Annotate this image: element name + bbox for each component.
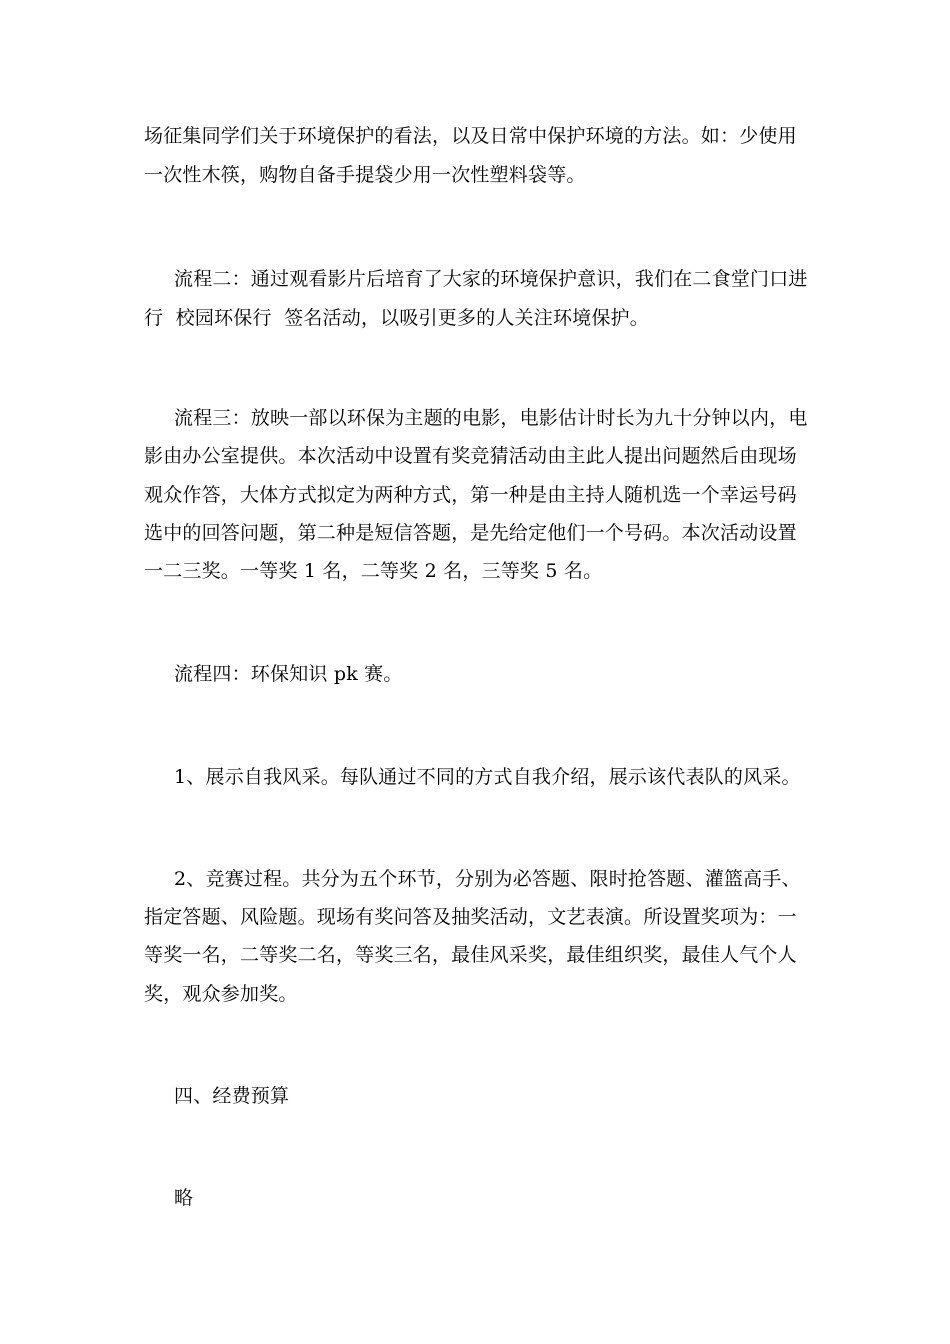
paragraph-line: 影由办公室提供。本次活动中设置有奖竞猜活动由主此人提出问题然后由现场 <box>144 445 797 467</box>
paragraph-line: 场征集同学们关于环境保护的看法，以及日常中保护环境的方法。如：少使用 <box>144 125 797 147</box>
list-item: 2、竞赛过程。共分为五个环节，分别为必答题、限时抢答题、灌篮高手、 <box>174 868 801 890</box>
paragraph-line: 奖，观众参加奖。 <box>144 983 298 1005</box>
paragraph-line: 略 <box>174 1187 194 1209</box>
paragraph-line: 观众作答，大体方式拟定为两种方式，第一种是由主持人随机选一个幸运号码 <box>144 484 797 506</box>
paragraph-line: 等奖一名，二等奖二名，等奖三名，最佳风采奖，最佳组织奖，最佳人气个人 <box>144 944 797 966</box>
paragraph-line: 一次性木筷，购物自备手提袋少用一次性塑料袋等。 <box>144 164 586 186</box>
paragraph-line: 流程二：通过观看影片后培育了大家的环境保护意识，我们在二食堂门口进 <box>174 268 808 290</box>
section-heading: 流程四：环保知识 pk 赛。 <box>174 663 403 685</box>
list-item: 1、展示自我风采。每队通过不同的方式自我介绍，展示该代表队的风采。 <box>174 766 801 788</box>
paragraph-line: 流程三：放映一部以环保为主题的电影，电影估计时长为九十分钟以内，电 <box>174 407 808 429</box>
paragraph-line: 选中的回答问题，第二种是短信答题，是先给定他们一个号码。本次活动设置 <box>144 522 797 544</box>
section-heading: 四、经费预算 <box>174 1085 290 1107</box>
paragraph-line: 指定答题、风险题。现场有奖问答及抽奖活动，文艺表演。所设置奖项为：一 <box>144 906 797 928</box>
paragraph-line: 一二三奖。一等奖 1 名，二等奖 2 名，三等奖 5 名。 <box>144 560 603 582</box>
paragraph-line: 行 校园环保行 签名活动，以吸引更多的人关注环境保护。 <box>144 307 649 329</box>
